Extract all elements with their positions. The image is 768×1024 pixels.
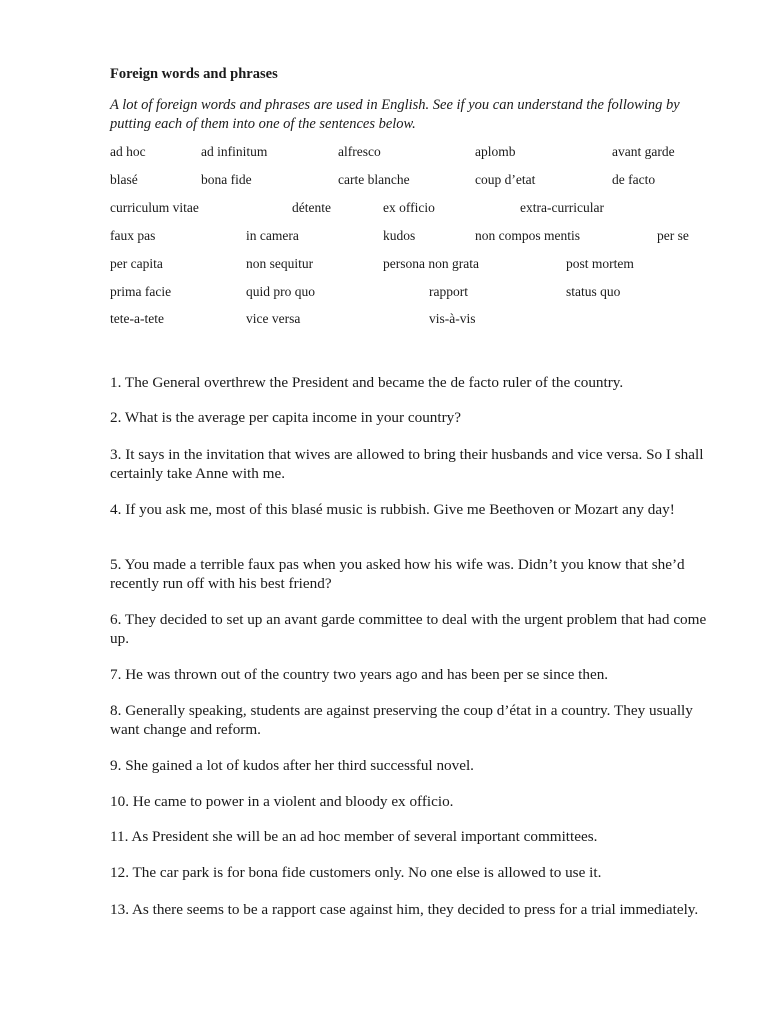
sentence-item: 11. As President she will be an ad hoc member of several important committees. <box>110 828 598 845</box>
word-item: bona fide <box>201 172 252 187</box>
sentence-item: 9. She gained a lot of kudos after her third successful novel. <box>110 757 474 774</box>
word-item: per capita <box>110 256 163 271</box>
page-title: Foreign words and phrases <box>110 66 278 82</box>
word-item: persona non grata <box>383 256 479 271</box>
word-item: rapport <box>429 284 468 299</box>
word-item: avant garde <box>612 144 675 159</box>
word-item: aplomb <box>475 144 516 159</box>
word-item: tete-a-tete <box>110 311 164 326</box>
sentence-item: 1. The General overthrew the President and became the de facto ruler of the country. <box>110 374 624 391</box>
word-item: ad infinitum <box>201 144 268 159</box>
word-item: ex officio <box>383 200 435 215</box>
word-item: per se <box>657 228 689 243</box>
sentence-item: 10. He came to power in a violent and bloody ex officio. <box>110 793 454 810</box>
sentence-item: 13. As there seems to be a rapport case against him, they decided to press for a trial immediately. <box>110 901 699 918</box>
instructions: A lot of foreign words and phrases are used in English. See if you can understand the following by putting each of them into one of the sentences below. <box>110 97 680 132</box>
sentence-item: 3. It says in the invitation that wives are allowed to bring their husbands and vice versa. So I shall certainly take Anne with me. <box>110 446 704 482</box>
sentence-item: 5. You made a terrible faux pas when you asked how his wife was. Didn’t you know that she’d recently run off with his best friend? <box>110 556 685 592</box>
sentence-item: 2. What is the average per capita income in your country? <box>110 409 462 426</box>
word-item: carte blanche <box>338 172 410 187</box>
word-item: détente <box>292 200 331 215</box>
word-item: de facto <box>612 172 656 187</box>
word-item: prima facie <box>110 284 172 299</box>
word-item: coup d’etat <box>475 172 536 187</box>
word-item: curriculum vitae <box>110 200 199 215</box>
word-item: faux pas <box>110 228 156 243</box>
word-item: post mortem <box>566 256 634 271</box>
word-item: kudos <box>383 228 416 243</box>
sentence-item: 6. They decided to set up an avant garde committee to deal with the urgent problem that had come up. <box>110 611 707 647</box>
word-item: blasé <box>110 172 138 187</box>
word-item: alfresco <box>338 144 381 159</box>
sentence-item: 4. If you ask me, most of this blasé music is rubbish. Give me Beethoven or Mozart any day! <box>110 501 675 518</box>
word-item: vice versa <box>246 311 301 326</box>
word-item: in camera <box>246 228 299 243</box>
word-item: non compos mentis <box>475 228 580 243</box>
word-item: vis-à-vis <box>429 311 476 326</box>
word-item: non sequitur <box>246 256 314 271</box>
sentence-item: 8. Generally speaking, students are against preserving the coup d’état in a country. They usually want change and reform. <box>110 702 693 738</box>
word-item: status quo <box>566 284 621 299</box>
sentence-item: 12. The car park is for bona fide customers only. No one else is allowed to use it. <box>110 864 602 881</box>
word-item: extra-curricular <box>520 200 604 215</box>
word-item: ad hoc <box>110 144 146 159</box>
word-item: quid pro quo <box>246 284 315 299</box>
sentence-item: 7. He was thrown out of the country two years ago and has been per se since then. <box>110 666 609 683</box>
